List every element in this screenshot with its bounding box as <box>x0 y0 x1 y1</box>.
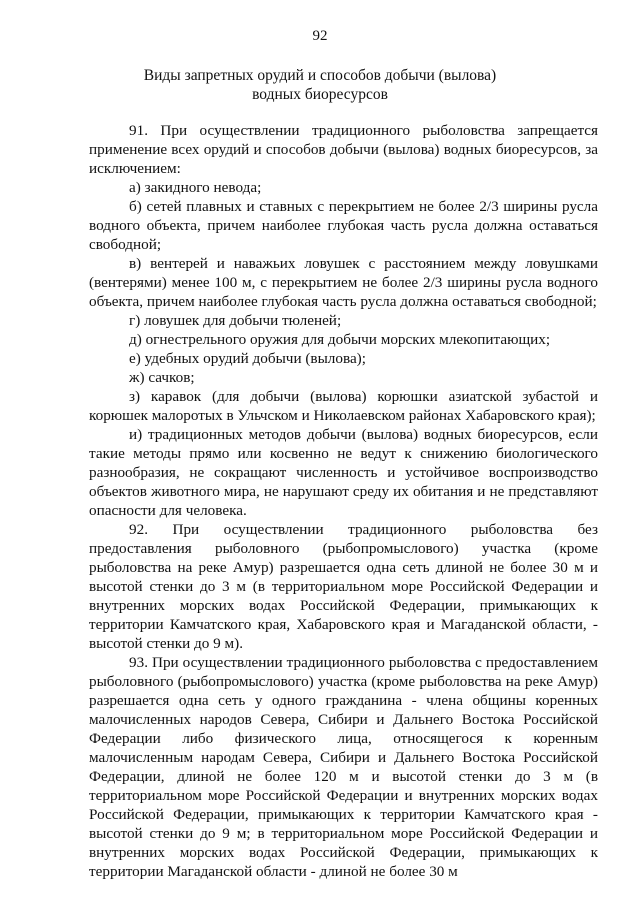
item-d: д) огнестрельного оружия для добычи морских млекопитающих; <box>129 331 551 348</box>
section-heading-line-1: Виды запретных орудий и способов добычи (вылова) <box>143 67 497 84</box>
paragraph-91: 91. При осуществлении традиционного рыболовства запрещается применение всех орудий и способов добычи (вылова) водных биоресурсов, за исключением: <box>89 122 598 177</box>
item-a: а) закидного невода; <box>129 179 262 196</box>
paragraph-92: 92. При осуществлении традиционного рыболовства без предоставления рыболовного (рыбопромыслового) участка (кроме рыболовства на реке Амур) разрешается одна сеть длиной не более 30 м и высотой стенки до 3 м (в территориальном море Российской Федерации и внутренних морских водах Российской Федерации, примыкающих к территории Камчатского края, Хабаровского края и Магаданской области, - высотой стенки до 9 м). <box>89 521 598 652</box>
item-g: г) ловушек для добычи тюленей; <box>129 312 342 329</box>
page-number: 92 <box>312 28 328 44</box>
paragraph-93: 93. При осуществлении традиционного рыболовства с предоставлением рыболовного (рыбопромыслового) участка (кроме рыболовства на реке Амур) разрешается одна сеть у одного гражданина - члена общины коренных малочисленных народов Севера, Сибири и Дальнего Востока Российской Федерации либо физического лица, относящегося к коренным малочисленным народам Севера, Сибири и Дальнего Востока Российской Федерации, длиной не более 120 м и высотой стенки до 3 м (в территориальном море Российской Федерации и внутренних морских водах Российской Федерации, примыкающих к территории Камчатского края - высотой стенки до 9 м; в территориальном море Российской Федерации и внутренних морских водах Российской Федерации, примыкающих к территории Магаданской области - длиной не более 30 м <box>89 654 598 880</box>
item-b: б) сетей плавных и ставных с перекрытием не более 2/3 ширины русла водного объекта, причем наиболее глубокая часть русла должна оставаться свободной; <box>89 198 598 253</box>
item-i: и) традиционных методов добычи (вылова) водных биоресурсов, если такие методы прямо или косвенно не ведут к снижению биологического разнообразия, не сокращают численность и устойчивое воспроизводство объектов животного мира, не нарушают среду их обитания и не представляют опасности для человека. <box>89 426 598 519</box>
section-heading <box>0 66 640 104</box>
item-z: з) каравок (для добычи (вылова) корюшки азиатской зубастой и корюшек малоротых в Ульчском и Николаевском районах Хабаровского края); <box>89 388 598 424</box>
item-v: в) вентерей и наважьих ловушек с расстоянием между ловушками (вентерями) менее 100 м, с перекрытием не более 2/3 ширины русла водного объекта, причем наиболее глубокая часть русла должна оставаться свободной; <box>89 255 598 310</box>
section-heading-line-2: водных биоресурсов <box>252 86 388 103</box>
item-zh: ж) сачков; <box>129 369 195 386</box>
document-body <box>89 121 598 881</box>
item-e: е) удебных орудий добычи (вылова); <box>129 350 366 367</box>
